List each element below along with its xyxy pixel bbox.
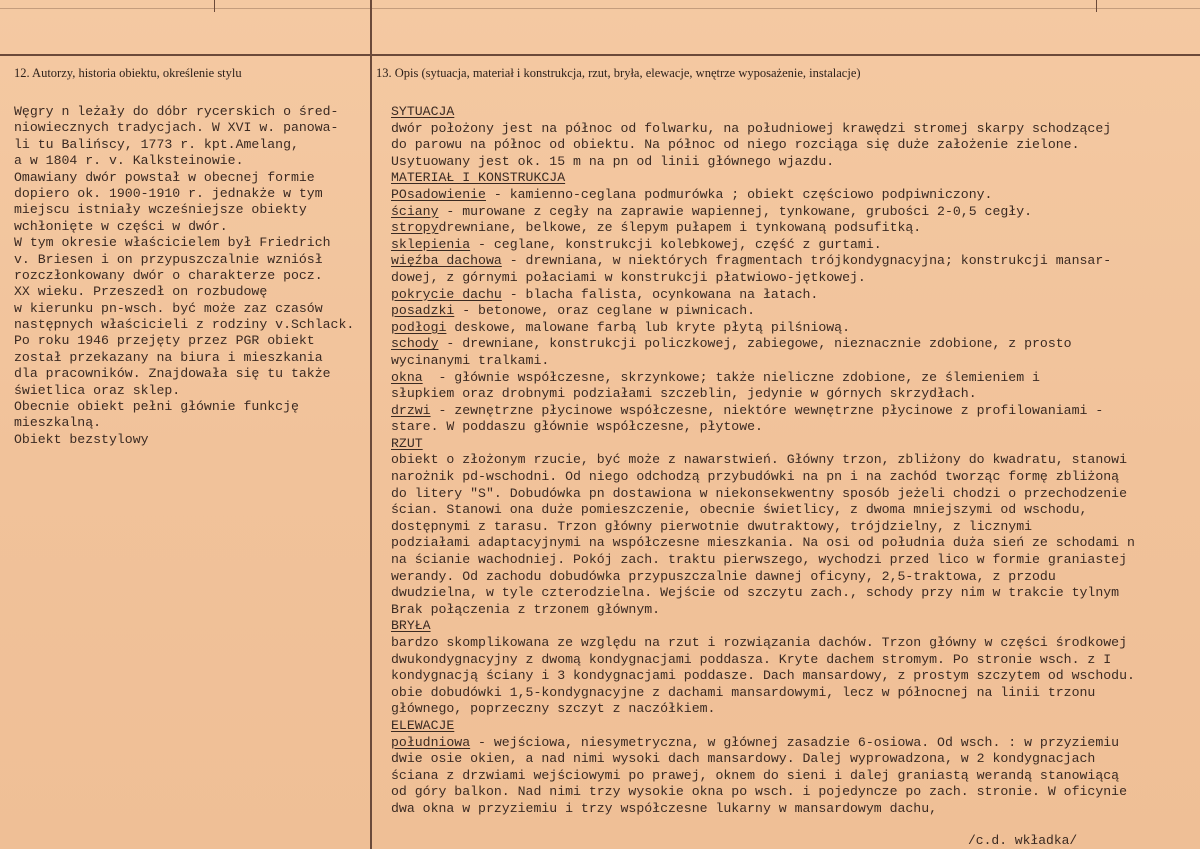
description-line (391, 469, 1191, 486)
description-line (391, 685, 1191, 702)
top-tick-right (1096, 0, 1097, 12)
description-text (391, 104, 1191, 818)
description-heading: południowa (391, 734, 471, 750)
description-heading: posadzki (391, 303, 455, 319)
description-heading: RZUT (391, 435, 423, 451)
description-heading: POsadowienie (391, 186, 486, 202)
description-text-run: głównego, poprzeczny szczyt z naczółkiem. (391, 701, 716, 717)
description-line (391, 287, 1191, 304)
history-line: Obecnie obiekt pełni głównie funkcję (14, 399, 299, 415)
description-heading: więźba dachowa (391, 253, 502, 269)
description-heading: BRYŁA (391, 618, 431, 634)
description-line (391, 602, 1191, 619)
description-text-run: - murowane z cegły na zaprawie wapiennej, tynkowane, grubości 2-0,5 cegły. (438, 203, 1033, 219)
description-line (391, 768, 1191, 785)
description-line (391, 635, 1191, 652)
description-line (391, 204, 1191, 221)
description-text-run: na ścianie wachodniej. Pokój zach. traktu pierwszego, wychodzi przed lico w formie graniastej (391, 552, 1127, 568)
description-line (391, 419, 1191, 436)
description-text-run: deskowe, malowane farbą lub kryte płytą pilśniową. (446, 319, 851, 335)
description-text-run: dwa okna w przyziemiu i trzy współczesne lukarny w mansardowym dachu, (391, 800, 938, 816)
description-line (391, 452, 1191, 469)
history-line: miejscu istniały wcześniejsze obiekty (14, 202, 307, 218)
history-line: w kierunku pn-wsch. być może zaz czasów (14, 300, 323, 316)
history-line: Węgry n leżały do dóbr rycerskich o śred- (14, 104, 339, 119)
description-heading: stropy (391, 220, 439, 236)
description-line (391, 535, 1191, 552)
description-text-run: Brak połączenia z trzonem głównym. (391, 601, 661, 617)
description-line (391, 502, 1191, 519)
description-line (391, 403, 1191, 420)
history-line: Omawiany dwór powstał w obecnej formie (14, 169, 315, 185)
description-heading: okna (391, 369, 423, 385)
description-text-run: - głównie współczesne, skrzynkowe; także nieliczne zdobione, ze ślemieniem i (422, 369, 1040, 385)
history-line: świetlica oraz sklep. (14, 382, 181, 398)
history-line: dla pracowników. Znajdowała się tu także (14, 366, 331, 382)
description-text-run: - zewnętrzne płycinowe współczesne, niektóre wewnętrzne płycinowe z profilowaniami - (430, 402, 1104, 418)
description-line (391, 137, 1191, 154)
top-rule (0, 54, 1200, 56)
description-heading: ELEWACJE (391, 717, 455, 733)
description-line (391, 618, 1191, 635)
description-text-run: drewniane, belkowe, ze ślepym pułapem i tynkowaną podsufitką. (438, 220, 922, 236)
description-line (391, 121, 1191, 138)
description-heading: ściany (391, 203, 439, 219)
description-line (391, 320, 1191, 337)
description-text-run: kondygnacją ściany i 3 kondygnacjami poddasze. Dach mansardowy, z prostym szczytem od wschodu. (391, 668, 1135, 684)
history-line: li tu Balińscy, 1773 r. kpt.Amelang, (14, 136, 299, 152)
description-heading: pokrycie dachu (391, 286, 502, 302)
description-line (391, 668, 1191, 685)
description-heading: MATERIAŁ I KONSTRUKCJA (391, 170, 566, 186)
description-text-run: dwie osie okien, a nad nimi wysoki dach mansardowy. Dalej wyprowadzona, w 2 kondygnacjach (391, 751, 1096, 767)
top-edge-rule (0, 8, 1200, 9)
history-line: rozczłonkowany dwór o charakterze pocz. (14, 267, 323, 283)
history-line: następnych właścicieli z rodziny v.Schlack. (14, 317, 355, 333)
description-line (391, 486, 1191, 503)
description-line (391, 751, 1191, 768)
history-line: wchłonięte w części w dwór. (14, 218, 228, 234)
description-line (391, 784, 1191, 801)
description-text-run: werandy. Od zachodu dobudówka przypuszczalnie dawnej oficyny, 2,5-traktowa, z przodu (391, 568, 1056, 584)
description-text-run: ściana z drzwiami wejściowymi po prawej, oknem do sieni i dalej graniastą werandą stanowiącą (391, 767, 1120, 783)
history-text (14, 104, 366, 448)
description-text-run: podziałami adaptacyjnymi na współczesne mieszkania. Na osi od południa duża sień ze schodami n (391, 535, 1135, 551)
description-text-run: - blacha falista, ocynkowana na łatach. (501, 286, 819, 302)
continuation-note: /c.d. wkładka/ (968, 833, 1078, 848)
description-text-run: dowej, z górnymi połaciami w konstrukcji płatwiowo-jętkowej. (391, 269, 866, 285)
description-text-run: dwór położony jest na północ od folwarku, na południowej krawędzi stromej skarpy schodzącej (391, 120, 1112, 136)
description-heading: sklepienia (391, 236, 471, 252)
description-line (391, 303, 1191, 320)
description-text-run: - ceglane, konstrukcji kolebkowej, część z gurtami. (470, 236, 882, 252)
history-line: dopiero ok. 1900-1910 r. jednakże w tym (14, 185, 323, 201)
description-heading: podłogi (391, 319, 447, 335)
history-line: Obiekt bezstylowy (14, 431, 149, 447)
description-line (391, 552, 1191, 569)
description-line (391, 519, 1191, 536)
description-line (391, 220, 1191, 237)
description-text-run: obie dobudówki 1,5-kondygnacyjne z dachami mansardowymi, lecz w północnej na linii trzonu (391, 684, 1096, 700)
description-line (391, 154, 1191, 171)
description-text-run: wycinanymi tralkami. (391, 352, 550, 368)
description-line (391, 237, 1191, 254)
description-heading: SYTUACJA (391, 104, 455, 119)
description-text-run: od góry balkon. Nad nimi trzy wysokie okna po wsch. i pojedyncze po zach. stronie. W oficynie (391, 784, 1127, 800)
description-text-run: - betonowe, oraz ceglane w piwnicach. (454, 303, 756, 319)
description-text-run: ścian. Stanowi ona duże pomieszczenie, obecnie świetlicy, z dwoma mniejszymi od wschodu, (391, 502, 1088, 518)
description-text-run: - drewniana, w niektórych fragmentach trójkondygnacyjna; konstrukcji mansar- (501, 253, 1112, 269)
description-heading: drzwi (391, 402, 431, 418)
description-heading: schody (391, 336, 439, 352)
history-line: W tym okresie właścicielem był Friedrich (14, 235, 331, 251)
description-line (391, 652, 1191, 669)
history-line: a w 1804 r. v. Kalksteinowie. (14, 153, 244, 169)
description-line (391, 253, 1191, 270)
description-line (391, 370, 1191, 387)
section-12-header: 12. Autorzy, historia obiektu, określenie stylu (14, 66, 242, 80)
description-text-run: dwukondygnacyjny z dwomą kondygnacjami poddasza. Kryte dachem stromym. Po stronie wsch. z I (391, 651, 1112, 667)
description-text-run: dostępnymi z tarasu. Trzon główny pierwotnie dwutraktowy, trójdzielny, z licznymi (391, 518, 1033, 534)
description-text-run: - kamienno-ceglana podmurówka ; obiekt częściowo podpiwniczony. (485, 186, 993, 202)
description-text-run: obiekt o złożonym rzucie, być może z nawarstwień. Główny trzon, zbliżony do kwadratu, stanowi (391, 452, 1127, 468)
description-line (391, 386, 1191, 403)
history-line: v. Briesen i on przypuszczalnie wzniósł (14, 251, 323, 267)
history-line: Po roku 1946 przejęty przez PGR obiekt (14, 333, 315, 349)
history-line: mieszkalną. (14, 415, 102, 431)
description-text-run: bardzo skomplikowana ze względu na rzut i rozwiązania dachów. Trzon główny w części środkowej (391, 635, 1127, 650)
description-text-run: narożnik pd-wschodni. Od niego odchodzą przybudówki na pn i na zachód tworząc formę zbliżoną (391, 469, 1120, 485)
description-line (391, 718, 1191, 735)
history-line: niowiecznych tradycjach. W XVI w. panowa- (14, 120, 339, 136)
description-text-run: słupkiem oraz drobnymi podziałami szczeblin, jedynie w górnych skrzydłach. (391, 386, 977, 402)
description-line (391, 353, 1191, 370)
description-line (391, 270, 1191, 287)
history-line: XX wieku. Przeszedł on rozbudowę (14, 284, 268, 300)
description-line (391, 569, 1191, 586)
description-line (391, 701, 1191, 718)
description-line (391, 104, 1191, 121)
description-line (391, 336, 1191, 353)
description-text-run: - drewniane, konstrukcji policzkowej, zabiegowe, nieznacznie zdobione, z prosto (438, 336, 1072, 352)
description-text-run: stare. W poddaszu głównie współczesne, płytowe. (391, 419, 763, 435)
description-text-run: Usytuowany jest ok. 15 m na pn od linii głównego wjazdu. (391, 153, 835, 169)
top-tick-left (214, 0, 215, 12)
column-divider (370, 0, 372, 849)
description-line (391, 187, 1191, 204)
history-line: został przekazany na biura i mieszkania (14, 349, 323, 365)
description-line (391, 735, 1191, 752)
description-text-run: - wejściowa, niesymetryczna, w głównej zasadzie 6-osiowa. Od wsch. : w przyziemiu (470, 734, 1120, 750)
description-line (391, 436, 1191, 453)
description-line (391, 585, 1191, 602)
description-line (391, 170, 1191, 187)
description-text-run: dwudzielna, w tyle czterodzielna. Wejście od szczytu zach., schody przy nim w trakcie tylnym (391, 585, 1120, 601)
description-line (391, 801, 1191, 818)
description-text-run: do litery "S". Dobudówka pn dostawiona w niekonsekwentny sposób jeżeli chodzi o przechodzenie (391, 485, 1127, 501)
section-13-header: 13. Opis (sytuacja, materiał i konstrukcja, rzut, bryła, elewacje, wnętrze wyposażenie, instalacje) (376, 66, 861, 80)
description-text-run: do parowu na północ od obiektu. Na północ od niego rozciąga się duże założenie zielone. (391, 137, 1080, 153)
